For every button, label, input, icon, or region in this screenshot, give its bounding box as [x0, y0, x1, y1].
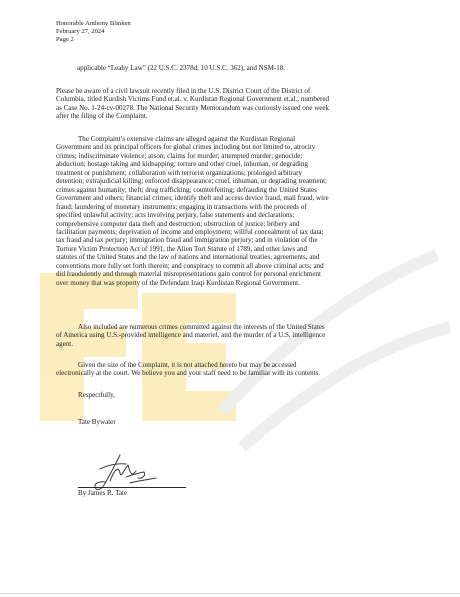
letter-header	[56, 20, 131, 44]
text-line: did fraudulently and through material misrepresentations gain control for personal enrichment	[56, 270, 321, 279]
text-line: electronically at the court. We believe you and your staff need to be familiar with its contents.	[56, 369, 321, 378]
text-line: of America using U.S.-provided intelligence and materiel, and the murder of a U.S. intelligence	[56, 331, 326, 340]
letter-date: February 27, 2024	[56, 28, 105, 35]
text-line: facilitation payments; deprivation of income and employment; willful concealment of tax data;	[56, 227, 324, 236]
text-line: treatment or punishment; collaboration with terrorist organizations; prolonged arbitrary	[56, 168, 303, 177]
paragraph-lawsuit-notice	[56, 87, 329, 121]
text-line: Please be aware of a civil lawsuit recently filed in the U.S. District Court of the District of	[56, 87, 311, 95]
text-line: as Case No. 1-24-cv-00278. The National Security Memorandum was curiously issued one week	[56, 103, 330, 112]
text-line: fraud; laundering of monetary instruments; engaging in transactions with the proceeds of	[56, 202, 307, 211]
text-line: The Complaint’s extensive claims are alleged against the Kurdistan Regional	[78, 135, 296, 143]
text-line: comprehensive computer data theft and destruction; obstruction of justice; bribery and	[56, 219, 300, 228]
text-line: Torture Victim Protection Act of 1991, the Alien Tort Statute of 1789, and other laws and	[56, 244, 307, 253]
text-line: Given the size of the Complaint, it is not attached hereto but may be accessed	[78, 361, 297, 369]
text-line: after the filing of the Complaint.	[56, 112, 148, 121]
text-line: Also included are numerous crimes committed against the interests of the United States	[78, 323, 325, 331]
text-line: conventions more fully set forth therein; and conspiracy to commit all above criminal acts; and	[56, 261, 324, 270]
text-line: Columbia, titled Kurdish Victims Fund et.al. v. Kurdistan Regional Government et.al., numbered	[56, 95, 329, 104]
paragraph-continued	[77, 64, 285, 72]
signature-line	[78, 487, 186, 488]
signatory-name: By James R. Tate	[78, 489, 128, 497]
closing-salutation: Respectfully,	[78, 391, 115, 399]
recipient-name: Honorable Anthony Blinken	[56, 20, 131, 27]
paragraph-complaint-access	[56, 361, 320, 378]
text-line: detention; extrajudicial killing; enforced disappearance; cruel, inhuman, or degrading treatment;	[56, 177, 328, 186]
text-line: crimes; indiscriminate violence; arson; claims for murder; attempted murder; genocide;	[56, 151, 303, 160]
text-line: crimes against humanity; theft; drug trafficking; counterfeiting; defrauding the United States	[56, 185, 317, 194]
firm-name: Tate Bywater	[78, 418, 116, 426]
page-number: Page 2	[56, 36, 74, 43]
paragraph-complaint-claims	[56, 135, 329, 287]
paragraph-additional-crimes	[56, 323, 325, 348]
text-line: statutes of the United States and the law of nations and international treaties, agreements, and	[56, 253, 320, 262]
page-bottom-divider	[0, 593, 460, 594]
text-line: applicable “Leahy Law” (22 U.S.C. 2378d, 10 U.S.C. 362), and NSM-18.	[77, 64, 286, 72]
text-line: Government and its principal officers for global crimes including but not limited to, atrocity	[56, 143, 316, 152]
text-line: over money that was property of the Defendant Iraqi Kurdistan Regional Government.	[56, 278, 300, 287]
text-line: specified unlawful activity; acts involving perjury, false statements and declarations;	[56, 211, 295, 220]
text-line: Government and others; financial crimes; identify theft and access device fraud, mail fraud, wire	[56, 194, 329, 203]
text-line: abduction; hostage taking and kidnapping; torture and other cruel, inhuman, or degrading	[56, 160, 308, 169]
text-line: agent.	[56, 339, 74, 348]
text-line: tax fraud and tax perjury; immigration fraud and immigration perjury; and in violation of the	[56, 236, 318, 245]
